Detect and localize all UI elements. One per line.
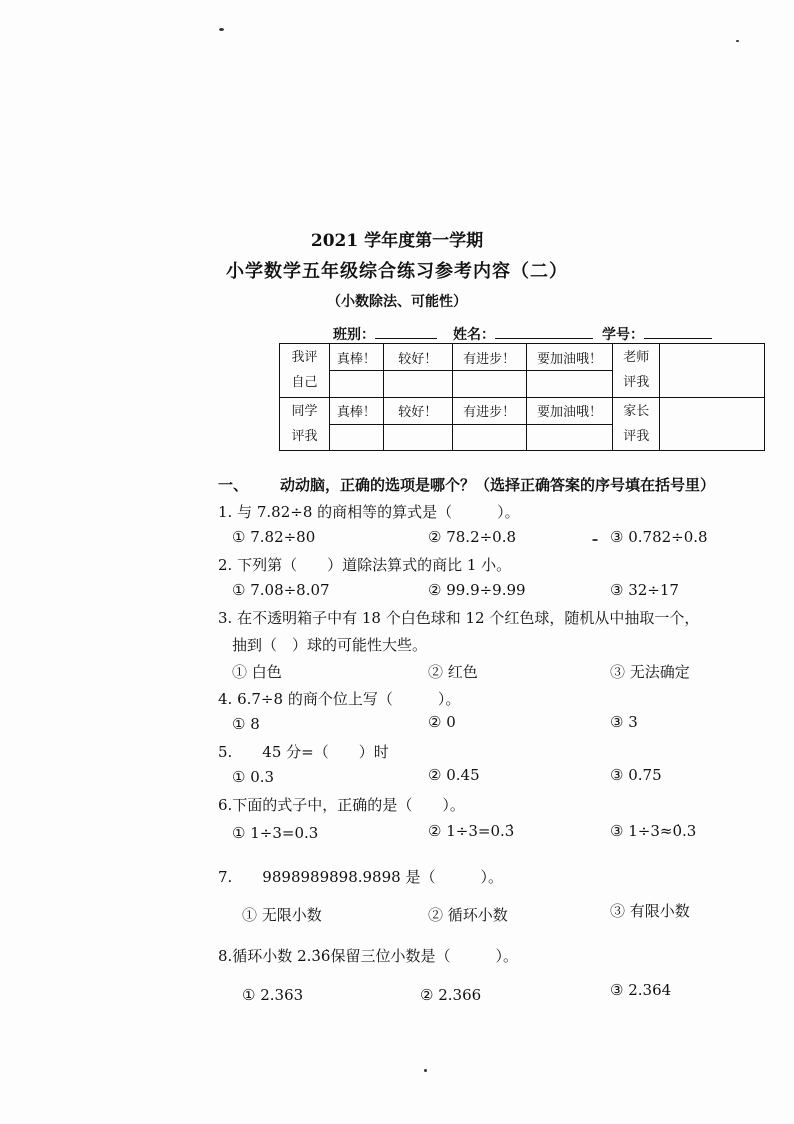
question-1-option-2[interactable]: ② 78.2÷0.8 (428, 528, 517, 546)
name-field (453, 324, 593, 344)
student-id-label: 学号： (602, 327, 644, 343)
question-1-option-1[interactable]: ① 7.82÷80 (232, 528, 316, 546)
name-label: 姓名： (453, 327, 495, 343)
question-3-stem-continued: 抽到（ ）球的可能性大些。 (232, 636, 428, 654)
question-7-option-3[interactable]: ③ 有限小数 (610, 902, 690, 920)
rating-work-harder: 要加油哦！ (526, 397, 613, 424)
rating-improved: 有进步！ (452, 344, 526, 371)
class-label: 班别： (333, 327, 375, 343)
rating-work-harder: 要加油哦！ (526, 344, 613, 371)
scan-speck (592, 539, 598, 541)
question-1-stem: 1. 与 7.82÷8 的商相等的算式是（ ）。 (218, 503, 520, 521)
evaluation-table (279, 343, 765, 451)
peer-eval-label: 同学 评我 (280, 397, 330, 451)
rating-excellent: 真棒！ (329, 397, 383, 424)
self-check-box[interactable] (526, 371, 613, 398)
self-check-box[interactable] (329, 371, 383, 398)
question-7-option-2[interactable]: ② 循环小数 (428, 906, 508, 924)
section-title: 动动脑，正确的选项是哪个？（选择正确答案的序号填在括号里） (280, 476, 716, 494)
question-5-option-2[interactable]: ② 0.45 (428, 766, 480, 784)
question-5-option-3[interactable]: ③ 0.75 (610, 766, 662, 784)
question-6-stem: 6.下面的式子中，正确的是（ ）。 (218, 796, 465, 814)
question-6-option-2[interactable]: ② 1÷3=0.3̇ (428, 822, 515, 840)
parent-eval-label: 家长 评我 (613, 397, 660, 451)
question-8-stem: 8.循环小数 2.3̇6̇保留三位小数是（ ）。 (218, 947, 518, 965)
class-field (333, 324, 437, 344)
page-title: 小学数学五年级综合练习参考内容（二） (226, 261, 568, 282)
question-5-option-1[interactable]: ① 0.3 (232, 768, 275, 786)
peer-check-box[interactable] (452, 424, 526, 451)
class-blank[interactable] (375, 324, 437, 339)
name-blank[interactable] (495, 324, 593, 339)
scan-speck (424, 1069, 427, 1072)
self-check-box[interactable] (452, 371, 526, 398)
rating-excellent: 真棒！ (329, 344, 383, 371)
question-3-option-3[interactable]: ③ 无法确定 (610, 663, 690, 681)
student-id-field (602, 324, 712, 344)
question-4-option-1[interactable]: ① 8 (232, 715, 260, 733)
scan-speck (219, 28, 224, 31)
question-3-option-1[interactable]: ① 白色 (232, 663, 282, 681)
question-3-option-2[interactable]: ② 红色 (428, 663, 478, 681)
question-6-option-3[interactable]: ③ 1÷3≈0̇.3 (610, 822, 697, 840)
question-2-option-2[interactable]: ② 99.9÷9.99 (428, 581, 526, 599)
question-7-option-1[interactable]: ① 无限小数 (242, 906, 322, 924)
student-id-blank[interactable] (644, 324, 712, 339)
year-term-heading: 2021 学年度第一学期 (310, 231, 484, 251)
question-6-option-1[interactable]: ① 1÷3=0.3 (232, 824, 319, 842)
parent-eval-box[interactable] (660, 397, 765, 451)
section-number: 一、 (218, 476, 249, 494)
question-2-option-1[interactable]: ① 7.08÷8.07 (232, 581, 330, 599)
question-2-option-3[interactable]: ③ 32÷17 (610, 581, 679, 599)
section-heading (218, 474, 715, 495)
question-8-option-3[interactable]: ③ 2.364 (610, 981, 672, 999)
rating-improved: 有进步！ (452, 397, 526, 424)
teacher-eval-label: 老师 评我 (613, 344, 660, 398)
peer-check-box[interactable] (329, 424, 383, 451)
question-7-stem: 7. 9898989898.9898 是（ ）。 (218, 868, 503, 886)
question-2-stem: 2. 下列第（ ）道除法算式的商比 1 小。 (218, 556, 512, 574)
question-4-option-3[interactable]: ③ 3 (610, 713, 638, 731)
self-check-box[interactable] (383, 371, 452, 398)
teacher-eval-box[interactable] (660, 344, 765, 398)
question-4-stem: 4. 6.7÷8 的商个位上写（ ）。 (218, 690, 461, 708)
question-4-option-2[interactable]: ② 0 (428, 713, 456, 731)
peer-check-box[interactable] (526, 424, 613, 451)
rating-good: 较好！ (383, 344, 452, 371)
question-1-option-3[interactable]: ③ 0.782÷0.8 (610, 528, 708, 546)
self-eval-label: 我评 自己 (280, 344, 330, 398)
question-8-option-1[interactable]: ① 2.363 (242, 986, 304, 1004)
page-subtitle: （小数除法、可能性） (327, 294, 467, 310)
scan-speck (736, 40, 739, 42)
rating-good: 较好！ (383, 397, 452, 424)
peer-check-box[interactable] (383, 424, 452, 451)
question-8-option-2[interactable]: ② 2.366 (420, 986, 482, 1004)
question-5-stem: 5. 45 分=（ ）时 (218, 743, 389, 761)
question-3-stem: 3. 在不透明箱子中有 18 个白色球和 12 个红色球，随机从中抽取一个， (218, 609, 700, 627)
